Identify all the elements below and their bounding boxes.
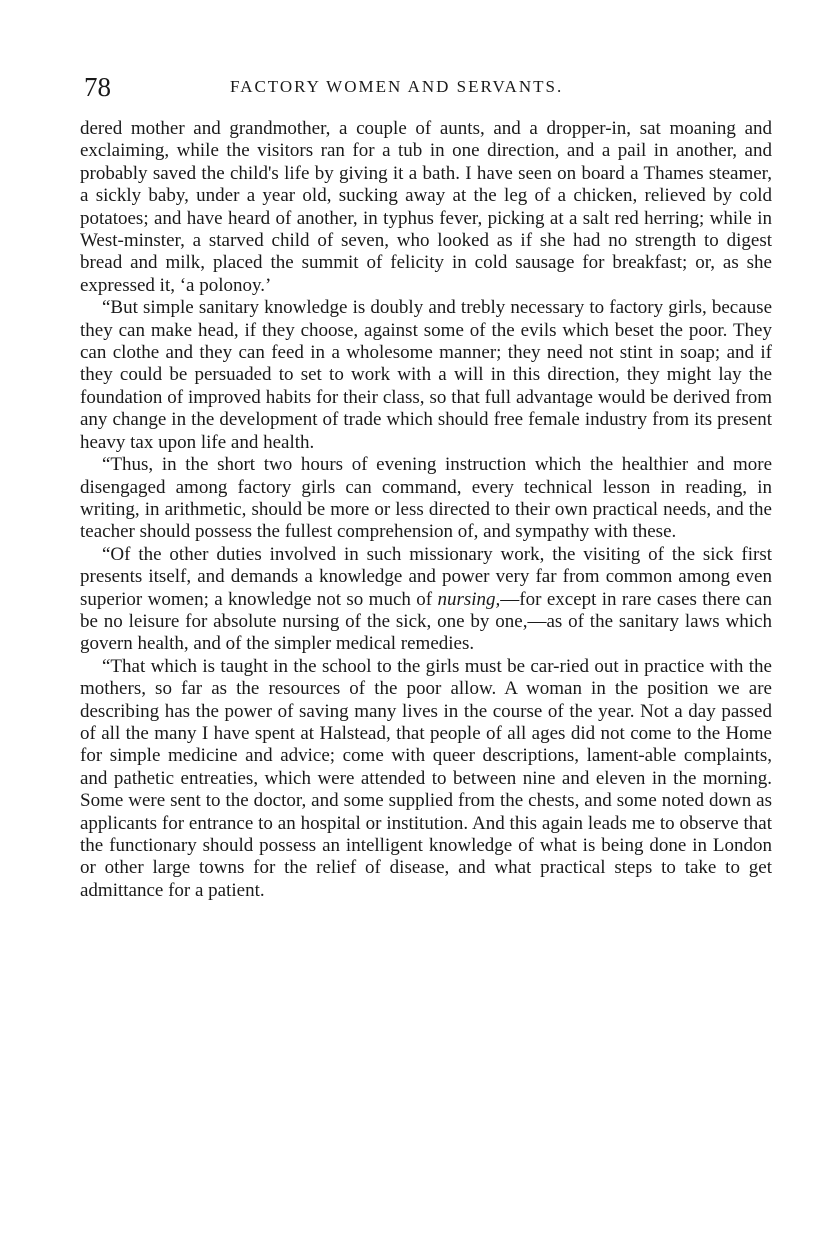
paragraph-school-practice: “That which is taught in the school to the girls must be car-ried out in practice with the mothers, so far as the resources of the poor allow. A woman in the position we are describing has the power of saving many lives in the course of the year. Not a day passed of all the many I have spent at Halstead, that people of all ages did not come to the Home for simple medicine and advice; come with queer descriptions, lament-able complaints, and pathetic entreaties, which were attended to between nine and eleven in the morning. Some were sent to the doctor, and some supplied from the chests, and some noted down as applicants for entrance to an hospital or institution. And this again leads me to observe that the functionary should possess an intelligent knowledge of what is being done in London or other large towns for the relief of disease, and what practical steps to take to get admittance for a patient. [80,655,772,901]
page-header [84,70,774,104]
page-number: 78 [84,72,111,102]
paragraph-visiting-sick [80,544,772,656]
body-text [80,118,772,902]
emphasis-nursing: nursing, [437,588,501,610]
paragraph-sanitary-knowledge: “But simple sanitary knowledge is doubly and trebly necessary to factory girls, because they can make head, if they choose, against some of the evils which beset the poor. They can clothe and they can feed in a wholesome manner; they need not stint in soap; and if they could be persuaded to set to work with a will in this direction, they might lay the foundation of improved habits for their class, so that full advantage would be derived from any change in the development of trade which should free female industry from its present heavy tax upon life and health. [80,297,772,453]
running-title: FACTORY WOMEN AND SERVANTS. [230,77,564,96]
paragraph-visiting-sick-start: “Of the other duties involved in such missionary work, the visiting of the sick first presents itself, and demands a knowledge and power very far from common among even superior women; a knowledge not so much of [80,543,772,610]
paragraph-visiting-sick-end: —for except in rare cases there can be no leisure for absolute nursing of the sick, one by one,—as of the sanitary laws which govern health, and of the simpler medical remedies. [80,588,772,655]
paragraph-evening-instruction: “Thus, in the short two hours of evening instruction which the healthier and more disengaged among factory girls can command, every technical lesson in reading, in writing, in arithmetic, should be more or less directed to their own practical needs, and the teacher should possess the fullest comprehension of, and sympathy with these. [80,454,772,543]
paragraph-continuation: dered mother and grandmother, a couple of aunts, and a dropper-in, sat moaning and exclaiming, while the visitors ran for a tub in one direction, and a pail in another, and probably saved the child's life by giving it a bath. I have seen on board a Thames steamer, a sickly baby, under a year old, sucking away at the leg of a chicken, relieved by cold potatoes; and have heard of another, in typhus fever, picking at a salt red herring; while in West-minster, a starved child of seven, who looked as if she had no strength to digest bread and milk, placed the summit of felicity in cold sausage for breakfast; or, as she expressed it, ‘a polonoy.’ [80,118,772,296]
